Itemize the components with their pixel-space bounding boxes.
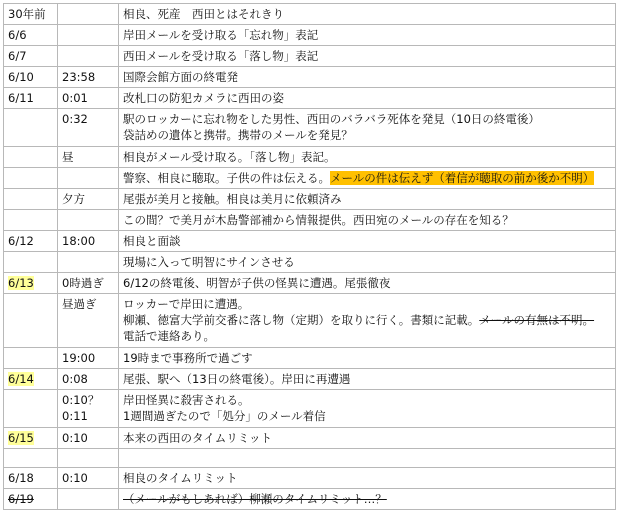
table-row	[4, 468, 616, 489]
event-line	[123, 111, 611, 127]
event-text: 岸田怪異に殺害される。	[123, 393, 250, 407]
highlighted-text: メールの件は伝えず（着信が聴取の前か後か不明）	[330, 171, 595, 185]
event-text: 電話で連絡あり。	[123, 329, 215, 343]
date-cell	[4, 294, 58, 348]
date-text: 30年前	[8, 7, 46, 21]
time-cell	[58, 88, 119, 109]
event-cell	[119, 428, 616, 449]
event-text: ロッカーで岸田に遭遇。	[123, 297, 250, 311]
time-text: 昼過ぎ	[62, 297, 97, 311]
table-row	[4, 109, 616, 147]
event-line	[123, 328, 611, 344]
date-text: 6/7	[8, 49, 27, 63]
date-cell	[4, 468, 58, 489]
event-text: 国際会館方面の終電発	[123, 70, 238, 84]
table-row	[4, 428, 616, 449]
table-row	[4, 67, 616, 88]
event-cell	[119, 449, 616, 468]
table-row	[4, 231, 616, 252]
event-text: 柳瀬、徳富大学前交番に落し物（定期）を取りに行く。書類に記載。	[123, 313, 480, 327]
time-text: 0:32	[62, 112, 88, 126]
event-text: 相良と面談	[123, 234, 181, 248]
event-line	[123, 470, 611, 486]
time-text: 0時過ぎ	[62, 276, 104, 290]
time-text: 夕方	[62, 192, 85, 206]
time-text: 23:58	[62, 70, 96, 84]
date-text: 6/15	[8, 431, 34, 445]
event-text: 相良のタイムリミット	[123, 471, 238, 485]
time-text: 0:08	[62, 372, 88, 386]
date-cell	[4, 449, 58, 468]
event-cell	[119, 67, 616, 88]
event-cell	[119, 348, 616, 369]
event-line	[123, 254, 611, 270]
event-line	[123, 191, 611, 207]
date-text: 6/10	[8, 70, 34, 84]
table-row	[4, 4, 616, 25]
event-line	[123, 296, 611, 312]
time-cell	[58, 449, 119, 468]
event-text: 駅のロッカーに忘れ物をした男性、西田のバラバラ死体を発見（10日の終電後）	[123, 112, 540, 126]
table-row	[4, 348, 616, 369]
event-line	[123, 170, 611, 186]
date-cell	[4, 252, 58, 273]
event-cell	[119, 88, 616, 109]
time-cell	[58, 168, 119, 189]
event-line	[123, 212, 611, 228]
time-cell	[58, 210, 119, 231]
event-text: 警察、相良に聴取。子供の件は伝える。	[123, 171, 330, 185]
event-text: 1週間過ぎたので「処分」のメール着信	[123, 409, 326, 423]
date-cell	[4, 88, 58, 109]
timeline-body	[4, 4, 616, 510]
table-row	[4, 189, 616, 210]
time-text: 0:10？ 0:11	[62, 393, 100, 423]
event-line	[123, 233, 611, 249]
time-cell	[58, 489, 119, 510]
date-cell	[4, 273, 58, 294]
event-cell	[119, 210, 616, 231]
event-line	[123, 371, 611, 387]
event-cell	[119, 46, 616, 67]
event-cell	[119, 109, 616, 147]
event-text: この間？で美月が木島警部補から情報提供。西田宛のメールの存在を知る？	[123, 213, 514, 227]
event-line	[123, 312, 611, 328]
time-text: 昼	[62, 150, 74, 164]
date-text: 6/13	[8, 276, 34, 290]
time-cell	[58, 369, 119, 390]
event-text: 相良、死産 西田とはそれきり	[123, 7, 284, 21]
table-row	[4, 210, 616, 231]
time-text: 19:00	[62, 351, 96, 365]
event-line	[123, 69, 611, 85]
event-line	[123, 350, 611, 366]
date-cell	[4, 4, 58, 25]
time-cell	[58, 294, 119, 348]
time-text: 0:01	[62, 91, 88, 105]
event-text: 西田メールを受け取る「落し物」表記	[123, 49, 319, 63]
event-text: 19時まで事務所で過ごす	[123, 351, 253, 365]
event-text: 本来の西田のタイムリミット	[123, 431, 273, 445]
event-line	[123, 48, 611, 64]
time-cell	[58, 348, 119, 369]
time-cell	[58, 273, 119, 294]
time-cell	[58, 189, 119, 210]
date-text: 6/6	[8, 28, 27, 42]
event-cell	[119, 252, 616, 273]
event-line	[123, 408, 611, 424]
time-cell	[58, 231, 119, 252]
event-text: 改札口の防犯カメラに西田の姿	[123, 91, 284, 105]
event-line	[123, 27, 611, 43]
event-cell	[119, 4, 616, 25]
timeline-table	[3, 3, 616, 510]
struck-text: （メールがもしあれば）柳瀬のタイムリミット…？	[123, 492, 387, 506]
time-cell	[58, 67, 119, 88]
date-text: 6/11	[8, 91, 34, 105]
date-text: 6/18	[8, 471, 34, 485]
date-text: 6/12	[8, 234, 34, 248]
date-cell	[4, 109, 58, 147]
date-cell	[4, 67, 58, 88]
table-row	[4, 46, 616, 67]
event-cell	[119, 489, 616, 510]
event-text: 袋詰めの遺体と携帯。携帯のメールを発見？	[123, 128, 353, 142]
event-cell	[119, 468, 616, 489]
event-cell	[119, 168, 616, 189]
date-cell	[4, 147, 58, 168]
table-row	[4, 369, 616, 390]
event-cell	[119, 147, 616, 168]
table-row	[4, 147, 616, 168]
event-line	[123, 430, 611, 446]
event-line	[123, 149, 611, 165]
time-cell	[58, 390, 119, 428]
time-cell	[58, 25, 119, 46]
event-line	[123, 392, 611, 408]
date-cell	[4, 46, 58, 67]
event-cell	[119, 390, 616, 428]
event-cell	[119, 189, 616, 210]
event-text: 6/12の終電後、明智が子供の怪異に遭遇。尾張徹夜	[123, 276, 391, 290]
date-cell	[4, 489, 58, 510]
event-line	[123, 275, 611, 291]
time-cell	[58, 109, 119, 147]
date-cell	[4, 210, 58, 231]
time-text: 0:10	[62, 471, 88, 485]
date-cell	[4, 25, 58, 46]
event-cell	[119, 231, 616, 252]
date-cell	[4, 390, 58, 428]
time-cell	[58, 147, 119, 168]
event-text: 尾張、駅へ（13日の終電後）。岸田に再遭遇	[123, 372, 351, 386]
date-cell	[4, 168, 58, 189]
table-row	[4, 390, 616, 428]
event-cell	[119, 294, 616, 348]
event-text: 相良がメール受け取る。「落し物」表記。	[123, 150, 336, 164]
event-line	[123, 127, 611, 143]
table-row	[4, 252, 616, 273]
table-row	[4, 449, 616, 468]
table-row	[4, 273, 616, 294]
table-row	[4, 88, 616, 109]
table-row	[4, 168, 616, 189]
date-cell	[4, 189, 58, 210]
event-text: 尾張が美月と接触。相良は美月に依頼済み	[123, 192, 342, 206]
event-cell	[119, 25, 616, 46]
struck-text: メールの有無は不明。	[479, 313, 595, 327]
table-row	[4, 25, 616, 46]
date-text: 6/19	[8, 492, 34, 506]
event-cell	[119, 273, 616, 294]
time-cell	[58, 468, 119, 489]
event-line	[123, 6, 611, 22]
time-cell	[58, 252, 119, 273]
time-text: 0:10	[62, 431, 88, 445]
date-cell	[4, 369, 58, 390]
event-cell	[119, 369, 616, 390]
event-text: 岸田メールを受け取る「忘れ物」表記	[123, 28, 319, 42]
table-row	[4, 294, 616, 348]
time-text: 18:00	[62, 234, 96, 248]
time-cell	[58, 46, 119, 67]
event-text: 現場に入って明智にサインさせる	[123, 255, 295, 269]
event-line	[123, 491, 611, 507]
date-cell	[4, 428, 58, 449]
date-cell	[4, 231, 58, 252]
time-cell	[58, 428, 119, 449]
time-cell	[58, 4, 119, 25]
event-line	[123, 90, 611, 106]
date-text: 6/14	[8, 372, 34, 386]
date-cell	[4, 348, 58, 369]
table-row	[4, 489, 616, 510]
